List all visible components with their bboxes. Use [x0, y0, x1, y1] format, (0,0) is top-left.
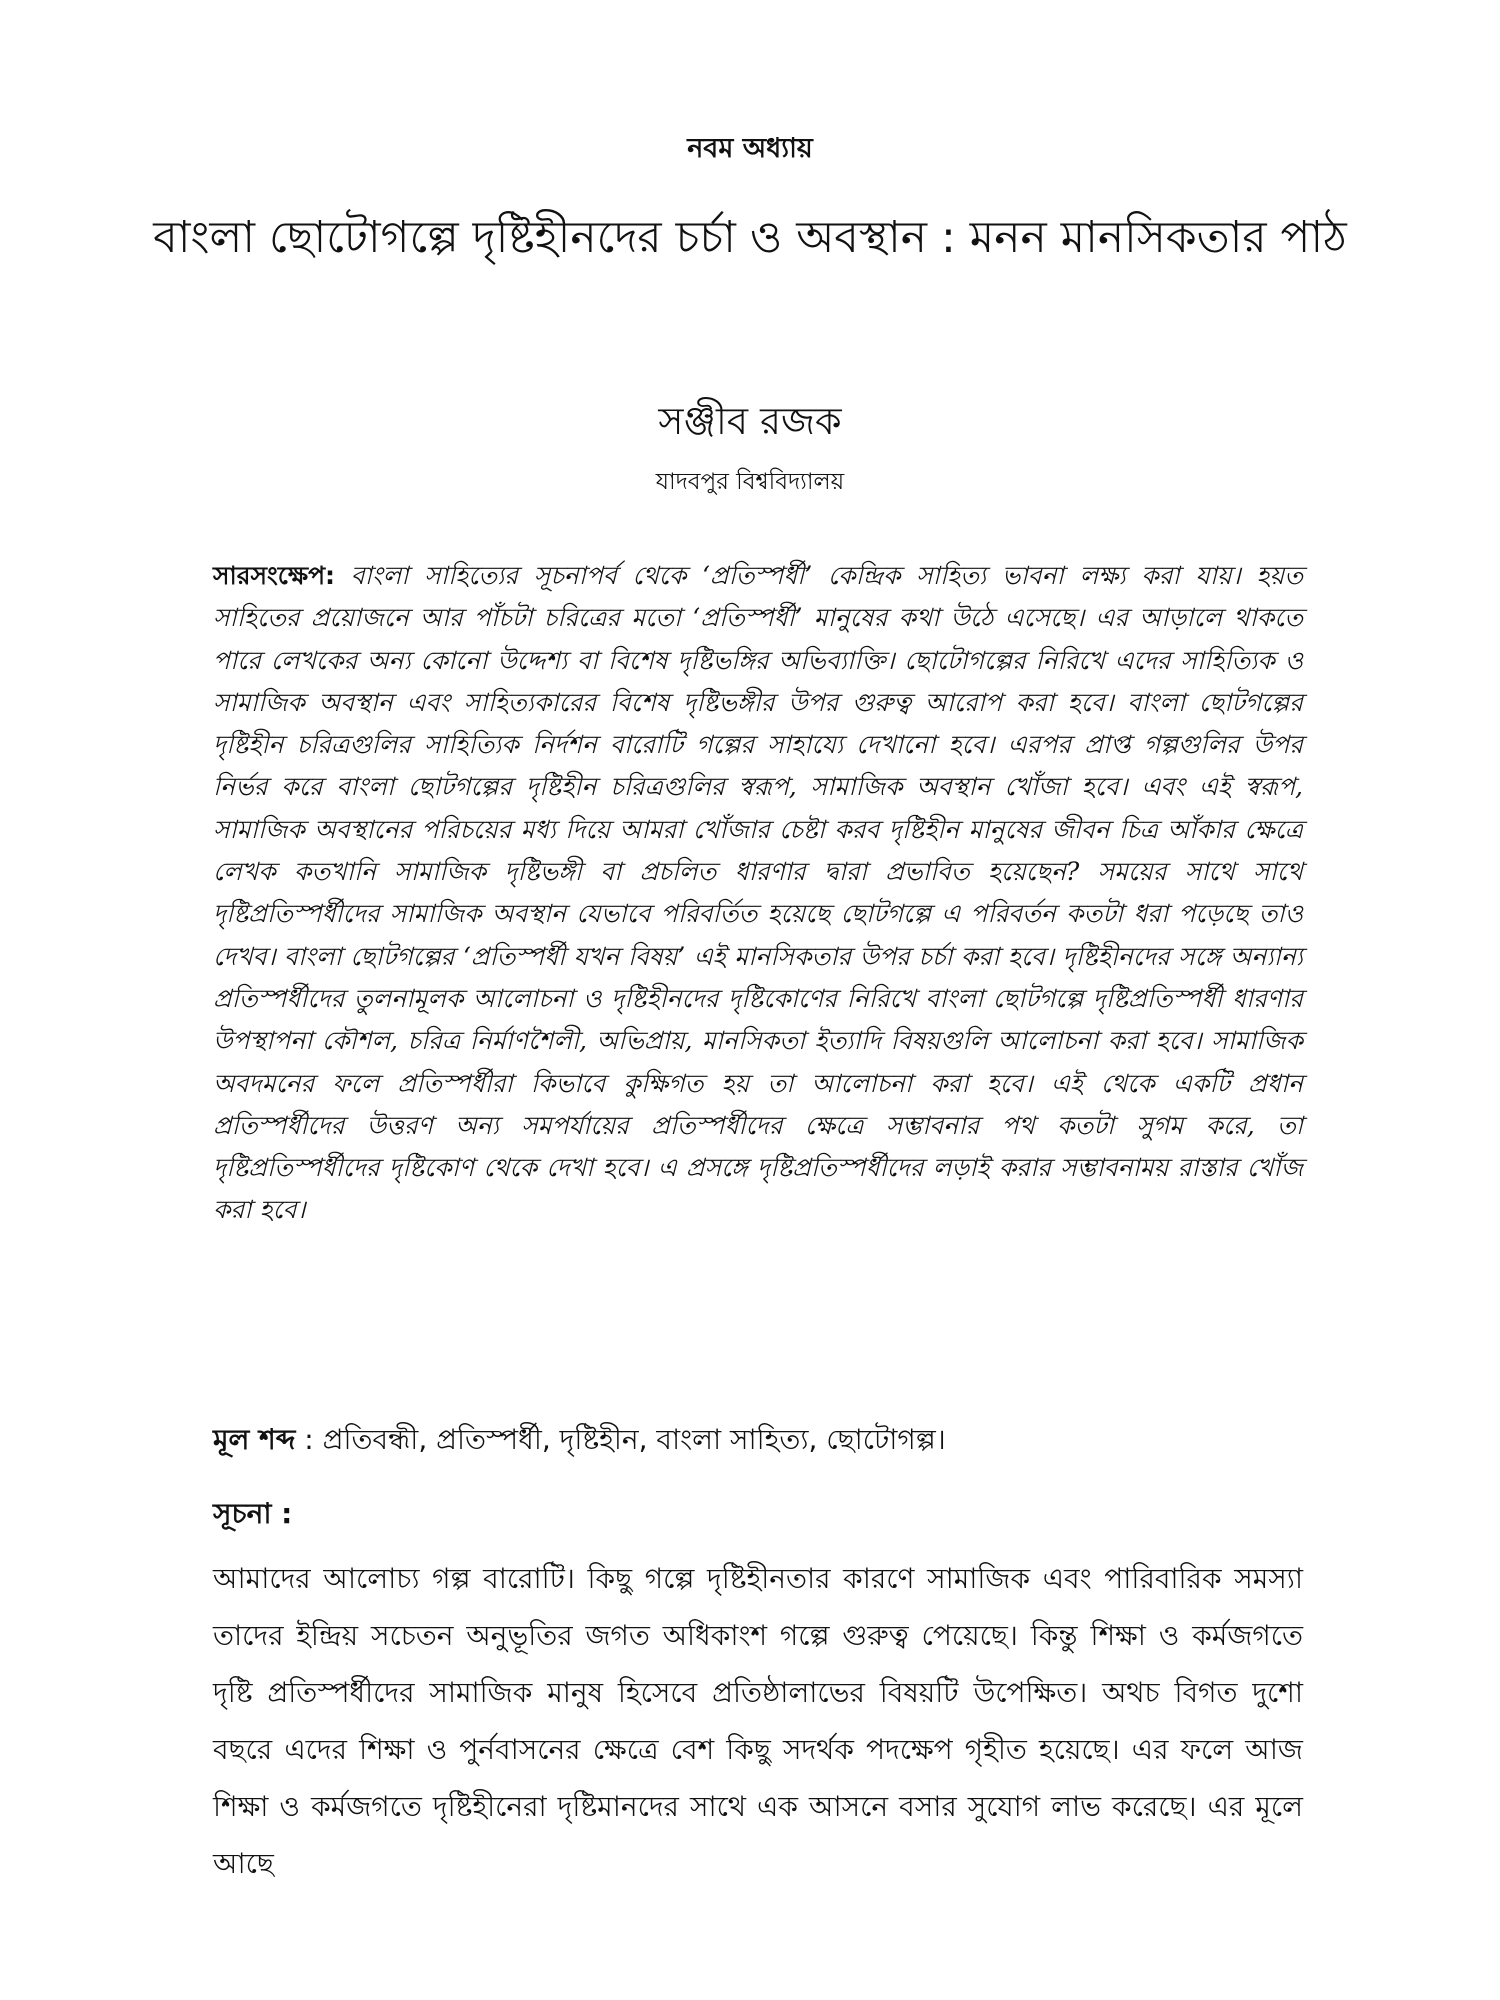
author-affiliation: যাদবপুর বিশ্ববিদ্যালয়	[655, 469, 845, 495]
article-title: বাংলা ছোটোগল্পে দৃষ্টিহীনদের চর্চা ও অবস্থান : মনন মানসিকতার পাঠ	[153, 212, 1347, 263]
keywords-line	[213, 1418, 1303, 1465]
keywords-text: : প্রতিবন্ধী, প্রতিস্পর্ধী, দৃষ্টিহীন, বাংলা সাহিত্য, ছোটোগল্প।	[295, 1423, 946, 1456]
abstract-paragraph	[213, 555, 1303, 1232]
chapter-label: নবম অধ্যায়	[687, 133, 813, 164]
abstract-label: সারসংক্ষেপ:	[213, 561, 336, 590]
abstract-text: বাংলা সাহিত্যের সূচনাপর্ব থেকে ‘প্রতিস্পর্ধী’ কেন্দ্রিক সাহিত্য ভাবনা লক্ষ্য করা যায়। হয়ত সাহিতের প্রয়োজনে আর পাঁচটা চরিত্রের মতো ‘প্রতিস্পর্ধী’ মানুষের কথা উঠে এসেছে। এর আড়ালে থাকতে পারে লেখকের অন্য কোনো উদ্দেশ্য বা বিশেষ দৃষ্টিভঙ্গির অভিব্যাক্তি। ছোটোগল্পের নিরিখে এদের সাহিত্যিক ও সামাজিক অবস্থান এবং সাহিত্যকারের বিশেষ দৃষ্টিভঙ্গীর উপর গুরুত্ব আরোপ করা হবে। বাংলা ছোটগল্পের দৃষ্টিহীন চরিত্রগুলির সাহিত্যিক নির্দশন বারোটি গল্পের সাহায্যে দেখানো হবে। এরপর প্রাপ্ত গল্পগুলির উপর নির্ভর করে বাংলা ছোটগল্পের দৃষ্টিহীন চরিত্রগুলির স্বরূপ, সামাজিক অবস্থান খোঁজা হবে। এবং এই স্বরূপ, সামাজিক অবস্থানের পরিচয়ের মধ্য দিয়ে আমরা খোঁজার চেষ্টা করব দৃষ্টিহীন মানুষের জীবন চিত্র আঁকার ক্ষেত্রে লেখক কতখানি সামাজিক দৃষ্টিভঙ্গী বা প্রচলিত ধারণার দ্বারা প্রভাবিত হয়েছেন? সময়ের সাথে সাথে দৃষ্টিপ্রতিস্পর্ধীদের সামাজিক অবস্থান যেভাবে পরিবর্তিত হয়েছে ছোটগল্পে এ পরিবর্তন কতটা ধরা পড়েছে তাও দেখব। বাংলা ছোটগল্পের ‘প্রতিস্পর্ধী যখন বিষয়’ এই মানসিকতার উপর চর্চা করা হবে। দৃষ্টিহীনদের সঙ্গে অন্যান্য প্রতিস্পর্ধীদের তুলনামূলক আলোচনা ও দৃষ্টিহীনদের দৃষ্টিকোণের নিরিখে বাংলা ছোটগল্পে দৃষ্টিপ্রতিস্পর্ধী ধারণার উপস্থাপনা কৌশল, চরিত্র নির্মাণশৈলী, অভিপ্রায়, মানসিকতা ইত্যাদি বিষয়গুলি আলোচনা করা হবে। সামাজিক অবদমনের ফলে প্রতিস্পর্ধীরা কিভাবে কুক্ষিগত হয় তা আলোচনা করা হবে। এই থেকে একটি প্রধান প্রতিস্পর্ধীদের উত্তরণ অন্য সমপর্যায়ের প্রতিস্পর্ধীদের ক্ষেত্রে সম্ভাবনার পথ কতটা সুগম করে, তা দৃষ্টিপ্রতিস্পর্ধীদের দৃষ্টিকোণ থেকে দেখা হবে। এ প্রসঙ্গে দৃষ্টিপ্রতিস্পর্ধীদের লড়াই করার সম্ভাবনাময় রাস্তার খোঁজ করা হবে।	[213, 561, 1303, 1225]
introduction-paragraph: আমাদের আলোচ্য গল্প বারোটি। কিছু গল্পে দৃষ্টিহীনতার কারণে সামাজিক এবং পারিবারিক সমস্যা তাদের ইন্দ্রিয় সচেতন অনুভূতির জগত অধিকাংশ গল্পে গুরুত্ব পেয়েছে। কিন্তু শিক্ষা ও কর্মজগতে দৃষ্টি প্রতিস্পর্ধীদের সামাজিক মানুষ হিসেবে প্রতিষ্ঠালাভের বিষয়টি উপেক্ষিত। অথচ বিগত দুশো বছরে এদের শিক্ষা ও পুর্নবাসনের ক্ষেত্রে বেশ কিছু সদর্থক পদক্ষেপ গৃহীত হয়েছে। এর ফলে আজ শিক্ষা ও কর্মজগতে দৃষ্টিহীনেরা দৃষ্টিমানদের সাথে এক আসনে বসার সুযোগ লাভ করেছে। এর মূলে আছে	[213, 1562, 1303, 1880]
author-name: সঞ্জীব রজক	[658, 399, 842, 443]
keywords-label: মূল শব্দ	[213, 1423, 296, 1456]
introduction-heading: সূচনা :	[213, 1497, 293, 1530]
